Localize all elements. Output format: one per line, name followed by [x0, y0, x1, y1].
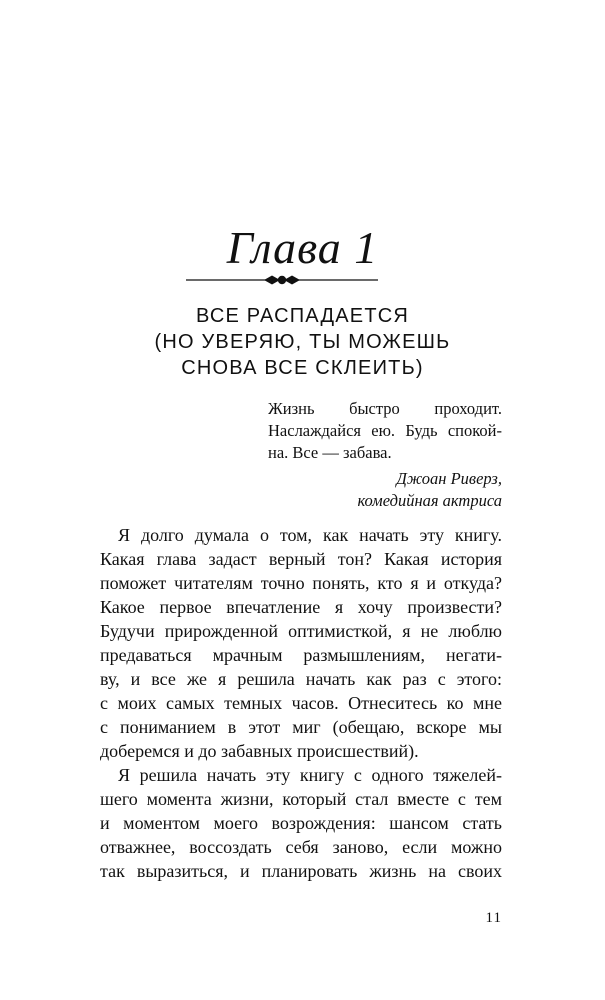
ornament-diamond-left [264, 276, 280, 285]
epigraph-line: Жизнь быстро проходит. [268, 399, 502, 418]
epigraph [268, 398, 502, 512]
ornament-divider [186, 270, 378, 290]
paragraph [100, 763, 502, 883]
text-line: Какое первое впечатление я хочу произвести? [100, 597, 502, 617]
epigraph-line: Наслаждайся ею. Будь спокой- [268, 421, 502, 440]
chapter-heading: Глава 1 [226, 222, 379, 273]
epigraph-line: на. Все — забава. [268, 443, 392, 462]
chapter-subtitle [0, 303, 605, 381]
ornament-dot [278, 276, 286, 284]
text-line: с моих самых темных часов. Отнеситесь ко мне [100, 693, 502, 713]
subtitle-line: СНОВА ВСЕ СКЛЕИТЬ) [181, 357, 424, 379]
subtitle-line: (НО УВЕРЯЮ, ТЫ МОЖЕШЬ [154, 331, 451, 353]
paragraph [100, 523, 502, 763]
text-line: ву, и все же я решила начать как раз с этого: [100, 669, 502, 689]
text-line: Я решила начать эту книгу с одного тяжелей- [118, 765, 502, 785]
text-line: Будучи прирожденной оптимисткой, я не люблю [100, 621, 502, 641]
ornament-diamond-right [284, 276, 300, 285]
text-line: отважнее, воссоздать себя заново, если можно [100, 837, 502, 857]
subtitle-line: ВСЕ РАСПАДАЕТСЯ [195, 305, 410, 327]
epigraph-author-role: комедийная актриса [357, 491, 502, 510]
body-text [100, 523, 502, 883]
text-line: с пониманием в этот миг (обещаю, вскоре мы [100, 717, 502, 737]
text-line: Я долго думала о том, как начать эту книгу. [118, 525, 502, 545]
text-line: шего момента жизни, который стал вместе с тем [100, 789, 502, 809]
text-line: предаваться мрачным размышлениям, негати- [100, 645, 502, 665]
epigraph-author: Джоан Риверз, [396, 469, 502, 488]
page-number: 11 [485, 910, 502, 926]
text-line: поможет читателям точно понять, кто я и откуда? [100, 573, 502, 593]
text-line: Какая глава задаст верный тон? Какая история [100, 549, 502, 569]
text-line: и моментом моего возрождения: шансом стать [100, 813, 502, 833]
text-line: так выразиться, и планировать жизнь на своих [100, 861, 502, 881]
text-line: доберемся и до забавных происшествий). [100, 741, 419, 761]
